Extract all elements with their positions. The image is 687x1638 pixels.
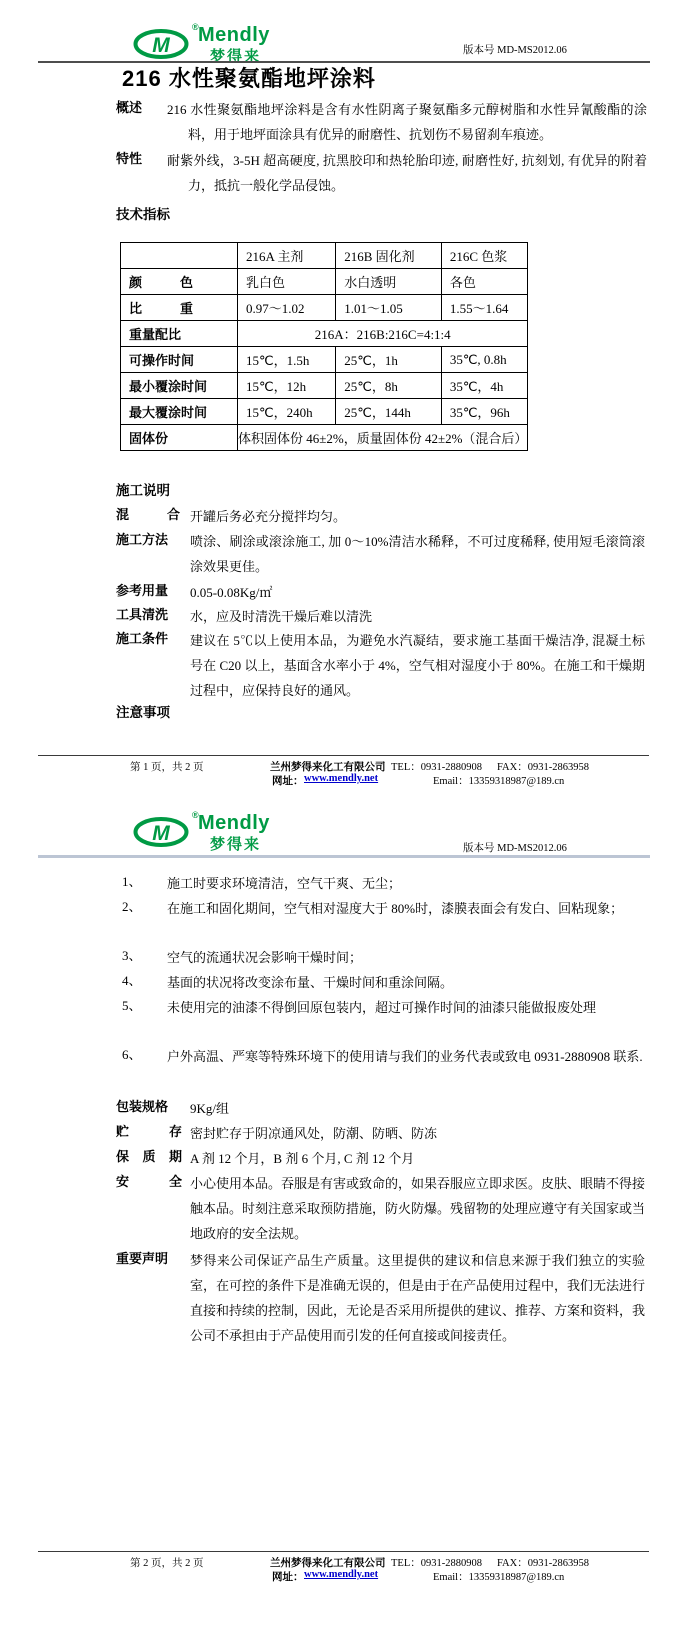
fax: FAX：0931-2863958 bbox=[497, 1558, 589, 1569]
info-label: 重要声明 bbox=[116, 1251, 169, 1266]
registered-trademark-icon: ® bbox=[192, 22, 199, 32]
table-row bbox=[121, 295, 528, 321]
cell-value: 15℃，12h bbox=[238, 373, 336, 399]
page-footer bbox=[38, 1551, 649, 1586]
header-cell-216b: 216B 固化剂 bbox=[336, 243, 442, 269]
note-number: 3、 bbox=[122, 948, 142, 963]
brand-name-chinese: 梦得来 bbox=[210, 837, 262, 853]
header-cell-216a: 216A 主剂 bbox=[238, 243, 336, 269]
note-item-5 bbox=[122, 995, 645, 1020]
version-label: 版本号 MD-MS2012.06 bbox=[463, 843, 567, 854]
overview-section bbox=[116, 97, 647, 147]
note-item-6 bbox=[122, 1044, 645, 1069]
info-text: A 剂 12 个月，B 剂 6 个月, C 剂 12 个月 bbox=[190, 1151, 415, 1166]
table-header-row bbox=[121, 243, 528, 269]
construction-item-method bbox=[116, 529, 645, 579]
item-label: 施工方法 bbox=[116, 532, 169, 547]
page-number: 第 2 页，共 2 页 bbox=[130, 1558, 204, 1569]
tech-specs-heading: 技术指标 bbox=[116, 207, 170, 222]
info-text: 9Kg/组 bbox=[190, 1101, 230, 1116]
cell-value: 乳白色 bbox=[238, 269, 336, 295]
header-cell-216c: 216C 色浆 bbox=[441, 243, 528, 269]
note-item-1 bbox=[122, 871, 645, 896]
cell-value: 25℃，8h bbox=[336, 373, 442, 399]
row-label-color bbox=[121, 269, 238, 295]
info-item-storage bbox=[116, 1121, 645, 1146]
note-number: 1、 bbox=[122, 874, 142, 889]
item-text: 水，应及时清洗干燥后难以清洗 bbox=[190, 609, 373, 624]
item-text: 喷涂、刷涂或滚涂施工, 加 0～10%清洁水稀释，不可过度稀释, 使用短毛滚筒滚涂效果更佳。 bbox=[190, 534, 645, 574]
construction-heading: 施工说明 bbox=[116, 483, 170, 498]
mendly-ellipse-m-icon bbox=[132, 28, 192, 60]
row-label-mix-ratio: 重量配比 bbox=[121, 321, 238, 347]
item-label: 混合 bbox=[116, 507, 180, 522]
page-number: 第 1 页，共 2 页 bbox=[130, 762, 204, 773]
cell-value: 各色 bbox=[441, 269, 528, 295]
company-name: 兰州梦得来化工有限公司 bbox=[270, 1558, 386, 1569]
item-text: 0.05-0.08Kg/㎡ bbox=[190, 585, 273, 600]
item-label: 施工条件 bbox=[116, 631, 169, 646]
overview-label: 概述 bbox=[116, 100, 143, 115]
brand-name: Mendly bbox=[198, 24, 270, 46]
telephone: TEL：0931-2880908 bbox=[391, 1558, 482, 1569]
logo-monogram: M bbox=[152, 822, 170, 845]
cell-value: 0.97～1.02 bbox=[238, 295, 336, 321]
item-label: 工具清洗 bbox=[116, 607, 169, 622]
row-label-text: 比重 bbox=[129, 301, 193, 316]
info-label: 包装规格 bbox=[116, 1099, 169, 1114]
registered-trademark-icon: ® bbox=[192, 810, 199, 820]
brand-name-chinese: 梦得来 bbox=[210, 49, 262, 65]
website-label: 网址： bbox=[272, 1572, 304, 1583]
table-row bbox=[121, 373, 528, 399]
version-label: 版本号 MD-MS2012.06 bbox=[463, 45, 567, 56]
info-label: 保质期 bbox=[116, 1149, 182, 1164]
header-cell-blank bbox=[121, 243, 238, 269]
fax: FAX：0931-2863958 bbox=[497, 762, 589, 773]
note-number: 2、 bbox=[122, 899, 142, 914]
email: Email：13359318987@189.cn bbox=[433, 1572, 565, 1583]
company-logo bbox=[130, 24, 300, 64]
row-label-gravity bbox=[121, 295, 238, 321]
item-label: 参考用量 bbox=[116, 583, 169, 598]
note-text: 空气的流通状况会影响干燥时间； bbox=[167, 950, 363, 965]
overview-text: 216 水性聚氨酯地坪涂料是含有水性阴离子聚氨酯多元醇树脂和水性异氰酸酯的涂料，用于地坪面涂具有优异的耐磨性、抗划伤不易留刹车痕迹。 bbox=[167, 102, 647, 142]
page-2 bbox=[0, 788, 687, 1638]
table-row bbox=[121, 425, 528, 451]
info-item-shelf-life bbox=[116, 1146, 645, 1171]
row-label-min-recoat: 最小覆涂时间 bbox=[121, 373, 238, 399]
company-name: 兰州梦得来化工有限公司 bbox=[270, 762, 386, 773]
mendly-ellipse-m-icon bbox=[132, 816, 192, 848]
info-label: 贮存 bbox=[116, 1124, 182, 1139]
logo-monogram: M bbox=[152, 34, 170, 57]
cell-value: 35℃, 0.8h bbox=[441, 347, 528, 373]
table-row bbox=[121, 269, 528, 295]
page-title: 216 水性聚氨酯地坪涂料 bbox=[122, 66, 376, 91]
table-row bbox=[121, 347, 528, 373]
info-text: 密封贮存于阴凉通风处，防潮、防晒、防冻 bbox=[190, 1126, 438, 1141]
construction-item-conditions bbox=[116, 628, 645, 703]
cell-value: 15℃，1.5h bbox=[238, 347, 336, 373]
brand-name: Mendly bbox=[198, 812, 270, 834]
note-number: 4、 bbox=[122, 973, 142, 988]
info-item-disclaimer bbox=[116, 1248, 645, 1348]
info-text: 梦得来公司保证产品生产质量。这里提供的建议和信息来源于我们独立的实验室，在可控的条件下是准确无误的，但是由于在产品使用过程中，我们无法进行直接和持续的控制，因此，无论是否采用所提供的建议、推荐、方案和资料，我公司不承担由于产品使用而引发的任何直接或间接责任。 bbox=[190, 1253, 646, 1343]
note-item-4 bbox=[122, 970, 645, 995]
tech-specs-table bbox=[120, 242, 528, 451]
website-label: 网址： bbox=[272, 776, 304, 787]
telephone: TEL：0931-2880908 bbox=[391, 762, 482, 773]
features-label: 特性 bbox=[116, 151, 143, 166]
cell-value: 15℃，240h bbox=[238, 399, 336, 425]
cell-span-value: 体积固体份 46±2%，质量固体份 42±2%（混合后） bbox=[238, 425, 528, 451]
cell-value: 35℃，96h bbox=[441, 399, 528, 425]
cell-span-value: 216A：216B:216C=4:1:4 bbox=[238, 321, 528, 347]
construction-item-tool-cleaning bbox=[116, 604, 645, 629]
table-row bbox=[121, 399, 528, 425]
note-item-3 bbox=[122, 945, 645, 970]
row-label-max-recoat: 最大覆涂时间 bbox=[121, 399, 238, 425]
note-number: 6、 bbox=[122, 1047, 142, 1062]
item-text: 开罐后务必充分搅拌均匀。 bbox=[190, 509, 347, 524]
page-footer bbox=[38, 755, 649, 790]
cell-value: 水白透明 bbox=[336, 269, 442, 295]
note-text: 户外高温、严寒等特殊环境下的使用请与我们的业务代表或致电 0931-2880908 联系. bbox=[167, 1049, 643, 1064]
note-text: 未使用完的油漆不得倒回原包装内，超过可操作时间的油漆只能做报废处理 bbox=[167, 1000, 597, 1015]
cell-value: 25℃，144h bbox=[336, 399, 442, 425]
company-logo bbox=[130, 812, 300, 852]
row-label-pot-life: 可操作时间 bbox=[121, 347, 238, 373]
cell-value: 1.01～1.05 bbox=[336, 295, 442, 321]
page-1 bbox=[0, 0, 687, 788]
website-link[interactable]: www.mendly.net bbox=[304, 773, 379, 784]
construction-item-usage bbox=[116, 580, 645, 605]
header-divider bbox=[38, 855, 650, 858]
note-text: 基面的状况将改变涂布量、干燥时间和重涂间隔。 bbox=[167, 975, 454, 990]
row-label-solids: 固体份 bbox=[121, 425, 238, 451]
construction-item-mixing bbox=[116, 504, 645, 529]
row-label-text: 颜色 bbox=[129, 275, 193, 290]
table-row bbox=[121, 321, 528, 347]
features-section bbox=[116, 148, 647, 198]
note-item-2 bbox=[122, 896, 645, 921]
website-link[interactable]: www.mendly.net bbox=[304, 1569, 379, 1580]
info-item-safety bbox=[116, 1171, 645, 1246]
notes-heading: 注意事项 bbox=[116, 705, 170, 720]
note-number: 5、 bbox=[122, 998, 142, 1013]
cell-value: 1.55～1.64 bbox=[441, 295, 528, 321]
cell-value: 25℃，1h bbox=[336, 347, 442, 373]
email: Email：13359318987@189.cn bbox=[433, 776, 565, 787]
info-item-packaging bbox=[116, 1096, 645, 1121]
info-text: 小心使用本品。吞服是有害或致命的，如果吞服应立即求医。皮肤、眼睛不得接触本品。时刻注意采取预防措施，防火防爆。残留物的处理应遵守有关国家或当地政府的安全法规。 bbox=[190, 1176, 646, 1241]
info-label: 安全 bbox=[116, 1174, 182, 1189]
cell-value: 35℃，4h bbox=[441, 373, 528, 399]
note-text: 施工时要求环境清洁，空气干爽、无尘； bbox=[167, 876, 402, 891]
features-text: 耐紫外线，3-5H 超高硬度, 抗黑胶印和热轮胎印迹, 耐磨性好, 抗刻划, 有优异的附着力，抵抗一般化学品侵蚀。 bbox=[167, 153, 647, 193]
item-text: 建议在 5℃以上使用本品，为避免水汽凝结，要求施工基面干燥洁净, 混凝土标号在 C20 以上，基面含水率小于 4%，空气相对湿度小于 80%。在施工和干燥期过程中，应保持良好的通风。 bbox=[190, 633, 645, 698]
note-text: 在施工和固化期间，空气相对湿度大于 80%时，漆膜表面会有发白、回粘现象； bbox=[167, 901, 624, 916]
